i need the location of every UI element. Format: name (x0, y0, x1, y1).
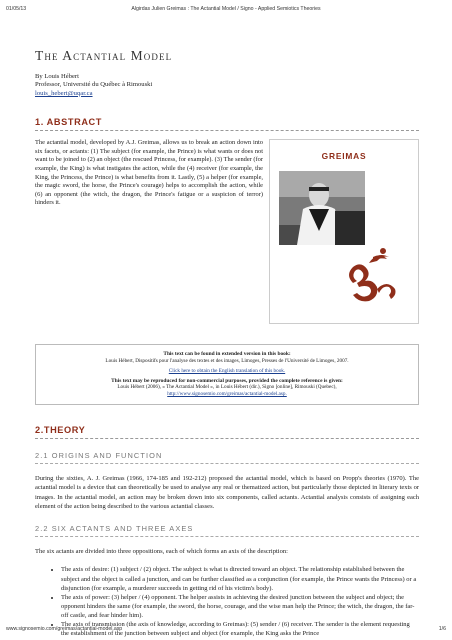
reference-info-box (35, 344, 419, 405)
author-email-link[interactable]: louis_hebert@uqar.ca (35, 89, 93, 97)
print-header (6, 6, 446, 12)
greimas-photo (279, 171, 409, 311)
info-line-3: This text may be reproduced for non-commercial purposes, provided the complete reference is given: (111, 377, 343, 384)
print-date: 01/05/13 (6, 6, 27, 12)
page-title: The Actantial Model (35, 48, 173, 63)
greimas-sidebar-title: GREIMAS (321, 151, 367, 162)
print-title: Algirdas Julien Greimas : The Actantial Model / Signo - Applied Semiotics Theories (131, 6, 321, 12)
abstract-text: The actantial model, developed by A.J. Greimas, allows us to break an action down into six facets, or actants: (1) The subject (for example, the Prince) is what wants or does not want to be joined to (2) an object (the rescued Princess, for example). (3) The sender (for example, the King) is what instigates the action, while the (4) receiver (for example, the King, the Princess, the Prince) is what benefits from it. Lastly, (5) a helper (for example, the magic sword, the horse, the Prince's courage) helps to accomplish the action, while (6) an opponent (the witch, the dragon, the Prince's fatigue or a suspicion of terror) hinders it. (35, 139, 263, 207)
info-line-1: This text can be found in extended version in this book: (163, 351, 291, 358)
author-name: By Louis Hébert (35, 73, 79, 80)
six-actants-intro: The six actants are divided into three oppositions, each of which forms an axis of the description: (35, 548, 288, 556)
subsection-heading-six-actants: 2.2 SIX ACTANTS AND THREE AXES (35, 524, 419, 537)
greimas-sidebar (269, 139, 419, 324)
translation-link[interactable]: Click here to obtain the English translation of this book. (168, 367, 286, 374)
list-item-axis-desire: • The axis of desire: (1) subject / (2) object. The subject is what is directed toward an object. The relationship established between the subject and the object is called a junction, and can be further classified as a conjunction (for example, the Prince wants the Princess) or a disjunction (for example, a murderer succeeds in getting rid of his victim's body). (61, 565, 419, 592)
author-affiliation: Professor, Université du Québec à Rimouski (35, 81, 153, 89)
print-url: www.signosemio.com/greimas/actantial-model.asp (6, 626, 123, 632)
info-line-2: Louis Hébert, Dispositifs pour l'analyse des textes et des images, Limoges, Presses de l'Université de Limoges, 2007. (105, 358, 349, 365)
subsection-heading-origins: 2.1 ORIGINS AND FUNCTION (35, 451, 419, 464)
section-heading-abstract: 1. ABSTRACT (35, 117, 419, 131)
list-item-axis-transmission: • The axis of transmission (the axis of knowledge, according to Greimas): (5) sender / (6) receiver. The sender is the element requesting the establishment of the junction between subject and object (for example, the King asks the Prince (61, 620, 419, 638)
author-block (35, 73, 419, 98)
origins-paragraph: During the sixties, A. J. Greimas (1966, 174-185 and 192-212) proposed the actantial model, which is based on Propp's theories (1970). The actantial model is a device that can theoretically be used to analyse any real or thematized action, but particularly those depicted in literary texts or images. In the actantial model, an action may be broken down into six components, called actants. Actantial analysis consists of assigning each element of the action being described to the various actantial classes. (35, 475, 419, 510)
reference-url-link[interactable]: http://www.signosemio.com/greimas/actantial-model.asp. (167, 391, 287, 398)
print-page-number: 1/6 (438, 626, 446, 632)
abstract-row (35, 139, 419, 324)
greimas-photo-illustration (279, 171, 409, 311)
info-line-4: Louis Hébert (2006), « The Actantial Model », in Louis Hébert (dir.), Signo [online], Rimouski (Quebec), (117, 384, 337, 391)
section-heading-theory: 2.THEORY (35, 425, 419, 439)
page-content (35, 48, 419, 638)
list-item-axis-power: • The axis of power: (3) helper / (4) opponent. The helper assists in achieving the desired junction between the subject and object; the opponent hinders the same (for example, the sword, the horse, courage, and the wise man help the Prince; the witch, the dragon, the far-off castle, and fear hinder him). (61, 593, 419, 620)
print-footer (6, 626, 446, 632)
